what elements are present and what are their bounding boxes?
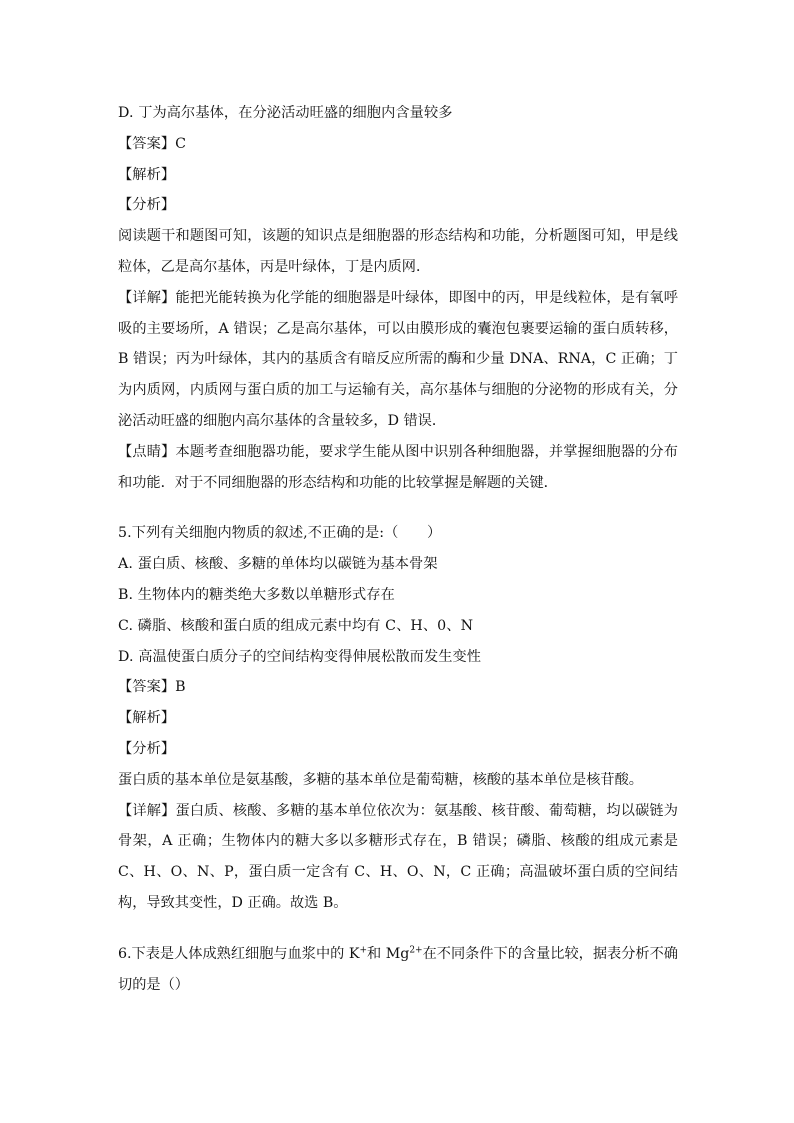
q5-option-a: A. 蛋白质、核酸、多糖的单体均以碳链为基本骨架 (118, 556, 438, 573)
mg-ion-charge: 2+ (409, 944, 423, 955)
q4-jiexi-heading: 【解析】 (118, 166, 176, 183)
q4-xiangjie-text: 【详解】能把光能转换为化学能的细胞器是叶绿体，即图中的丙，甲是线粒体，是有氧呼吸的主要场所，A 错误；乙是高尔基体，可以由膜形成的囊泡包裹要运输的蛋白质转移，B 错误；丙为叶绿体，其内的基质含有暗反应所需的酶和少量 DNA、RNA，C 正确；丁为内质网，内质网与蛋白质的加工与运输有关，高尔基体与细胞的分泌物的形成有关，分泌活动旺盛的细胞内高尔基体的含量较多，D 错误． (118, 289, 678, 429)
k-ion-charge: + (359, 944, 368, 955)
q5-jiexi-heading: 【解析】 (118, 710, 176, 727)
question-spacer (118, 919, 678, 939)
q5-fenxi-heading: 【分析】 (118, 740, 176, 757)
q5-option-b: B. 生物体内的糖类绝大多数以单糖形式存在 (118, 586, 395, 603)
q5-option-d: D. 高温使蛋白质分子的空间结构变得伸展松散而发生变性 (118, 648, 482, 665)
q5-answer: 【答案】B (118, 679, 186, 696)
q5-stem: 5.下列有关细胞内物质的叙述,不正确的是:（ ） (118, 525, 442, 542)
q4-answer: 【答案】C (118, 135, 187, 152)
q4-fenxi-heading: 【分析】 (118, 197, 176, 214)
q5-xiangjie-text: 【详解】蛋白质、核酸、多糖的基本单位依次为：氨基酸、核苷酸、葡萄糖，均以碳链为骨架，A 正确；生物体内的糖大多以多糖形式存在，B 错误；磷脂、核酸的组成元素是 C、H、O、N、P，蛋白质一定含有 C、H、O、N，C 正确；高温破坏蛋白质的空间结构，导致其变性，D 正确。故选 B。 (118, 802, 678, 911)
q4-fenxi-text: 阅读题干和题图可知，该题的知识点是细胞器的形态结构和功能，分析题图可知，甲是线粒体，乙是高尔基体，丙是叶绿体，丁是内质网． (118, 228, 678, 275)
q6-stem-part3: 在不同条件下的含量比较，据表分析不确切的是（） (118, 945, 678, 993)
q4-dianjing-text: 【点睛】本题考查细胞器功能，要求学生能从图中识别各种细胞器，并掌握细胞器的分布和功能．对于不同细胞器的形态结构和功能的比较掌握是解题的关键． (118, 443, 678, 491)
q6-stem-part1: 6.下表是人体成熟红细胞与血浆中的 K (118, 945, 360, 962)
q6-stem (118, 939, 678, 1001)
q5-option-c: C. 磷脂、核酸和蛋白质的组成元素中均有 C、H、0、N (118, 617, 474, 634)
q6-stem-part2: 和 Mg (367, 945, 410, 962)
q5-fenxi-text: 蛋白质的基本单位是氨基酸，多糖的基本单位是葡萄糖，核酸的基本单位是核苷酸。 (118, 771, 643, 788)
q4-option-d: D. 丁为高尔基体，在分泌活动旺盛的细胞内含量较多 (118, 105, 453, 121)
document-content (118, 98, 678, 1000)
question-spacer (118, 498, 678, 518)
